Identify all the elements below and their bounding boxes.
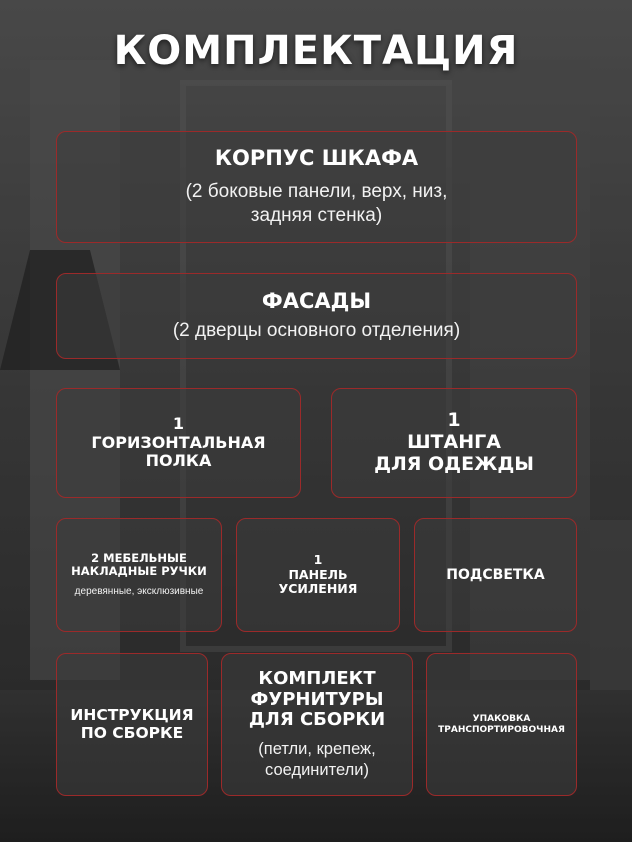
item-heading: ФАСАДЫ <box>261 289 372 314</box>
item-heading: 2 МЕБЕЛЬНЫЕ НАКЛАДНЫЕ РУЧКИ <box>71 550 207 578</box>
item-detail: (петли, крепеж, соединители) <box>258 739 376 779</box>
item-card-handles <box>56 518 222 632</box>
item-detail: деревянные, эксклюзивные <box>74 585 204 597</box>
item-detail: (2 боковые панели, верх, низ, задняя стенка) <box>185 181 448 227</box>
item-heading: УПАКОВКА ТРАНСПОРТИРОВОЧНАЯ <box>438 714 565 735</box>
item-card-wardrobe-body <box>56 131 577 243</box>
item-detail: (2 дверцы основного отделения) <box>172 320 461 342</box>
item-card-hardware-kit <box>221 653 413 796</box>
item-heading: ИНСТРУКЦИЯ ПО СБОРКЕ <box>70 705 194 742</box>
page-title: КОМПЛЕКТАЦИЯ <box>113 28 519 74</box>
item-card-lighting <box>414 518 577 632</box>
item-heading: 1 ГОРИЗОНТАЛЬНАЯ ПОЛКА <box>91 414 266 471</box>
item-heading: 1 ПАНЕЛЬ УСИЛЕНИЯ <box>278 552 358 597</box>
item-card-instructions <box>56 653 208 796</box>
item-heading: ПОДСВЕТКА <box>446 566 545 583</box>
item-card-shelf <box>56 388 301 498</box>
item-heading: 1 ШТАНГА ДЛЯ ОДЕЖДЫ <box>374 409 534 475</box>
item-heading: КОРПУС ШКАФА <box>214 146 419 171</box>
item-card-rod <box>331 388 577 498</box>
item-card-reinforcement-panel <box>236 518 400 632</box>
item-card-facades <box>56 273 577 359</box>
item-heading: КОМПЛЕКТ ФУРНИТУРЫ ДЛЯ СБОРКИ <box>248 667 386 731</box>
item-card-packaging <box>426 653 577 796</box>
